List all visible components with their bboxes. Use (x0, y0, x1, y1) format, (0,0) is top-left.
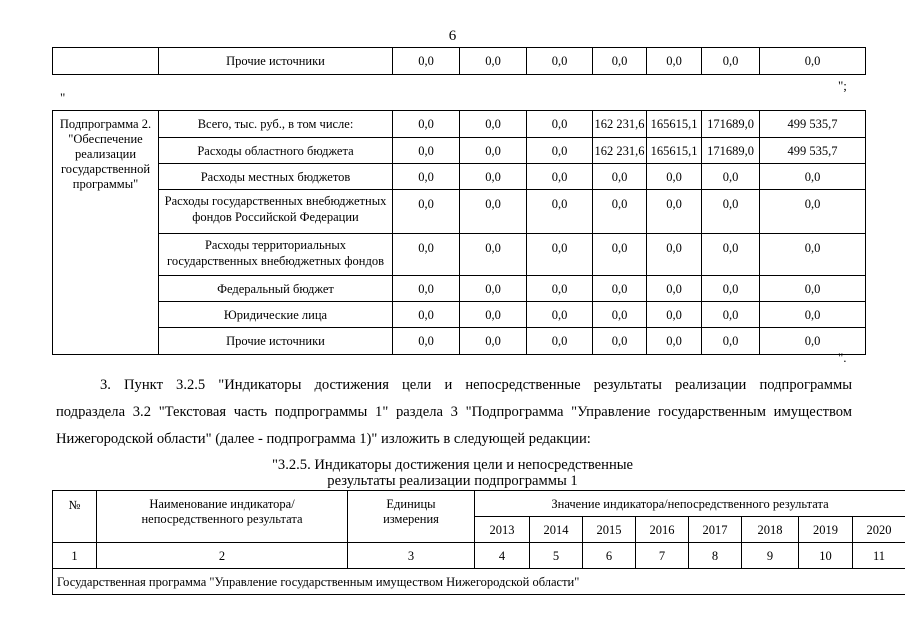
column-number: 7 (636, 543, 689, 569)
cell: 0,0 (647, 302, 702, 328)
cell: 0,0 (593, 302, 647, 328)
cell: 0,0 (527, 138, 593, 164)
cell: 0,0 (760, 190, 866, 234)
closing-quote: ". (838, 350, 847, 365)
cell: 0,0 (527, 302, 593, 328)
section-heading-line-2: результаты реализации подпрограммы 1 (327, 473, 578, 489)
row-label: Федеральный бюджет (159, 276, 393, 302)
subprogram-table (52, 110, 866, 355)
row-label: Расходы областного бюджета (159, 138, 393, 164)
cell: 0,0 (647, 48, 702, 75)
cell: 0,0 (593, 328, 647, 355)
cell: 0,0 (393, 234, 460, 276)
cell: 0,0 (527, 276, 593, 302)
cell: 0,0 (393, 190, 460, 234)
page-number: 6 (448, 28, 457, 44)
year-header: 2013 (475, 517, 530, 543)
cell: 0,0 (593, 48, 647, 75)
row-label: Расходы местных бюджетов (159, 164, 393, 190)
cell: 0,0 (702, 164, 760, 190)
cell: 0,0 (460, 234, 527, 276)
column-number: 4 (475, 543, 530, 569)
column-number: 3 (348, 543, 475, 569)
header-units: Единицы измерения (348, 491, 475, 543)
cell: 0,0 (593, 190, 647, 234)
cell: 0,0 (460, 164, 527, 190)
cell: 0,0 (760, 234, 866, 276)
cell: 0,0 (647, 190, 702, 234)
subprogram-name: Подпрограмма 2. "Обеспечение реализации государственной программы" (53, 111, 159, 355)
cell: 0,0 (702, 302, 760, 328)
cell: 171689,0 (702, 111, 760, 138)
year-header: 2017 (689, 517, 742, 543)
cell: 0,0 (647, 328, 702, 355)
top-table (52, 47, 866, 75)
year-header: 2018 (742, 517, 799, 543)
column-number: 2 (97, 543, 348, 569)
cell: 0,0 (702, 234, 760, 276)
cell: 0,0 (460, 276, 527, 302)
cell: 0,0 (460, 138, 527, 164)
cell: 0,0 (760, 328, 866, 355)
cell: 0,0 (760, 276, 866, 302)
year-header: 2014 (530, 517, 583, 543)
cell: 171689,0 (702, 138, 760, 164)
cell: 0,0 (702, 48, 760, 75)
section-heading-line-1: "3.2.5. Индикаторы достижения цели и непосредственные (271, 457, 634, 473)
row-label: Всего, тыс. руб., в том числе: (159, 111, 393, 138)
cell: 0,0 (393, 111, 460, 138)
cell: 0,0 (393, 48, 460, 75)
cell: 0,0 (760, 48, 866, 75)
paragraph-line-2: подраздела 3.2 "Текстовая часть подпрограммы 1" раздела 3 "Подпрограмма "Управление государственным имуществом (56, 404, 852, 420)
closing-quote: "; (838, 78, 847, 93)
cell: 0,0 (527, 190, 593, 234)
paragraph-line-1: 3. Пункт 3.2.5 "Индикаторы достижения цели и непосредственные результаты реализации подпрограммы (100, 377, 852, 393)
header-number: № (53, 491, 97, 543)
cell: 0,0 (460, 48, 527, 75)
cell: 0,0 (527, 111, 593, 138)
cell: 0,0 (393, 302, 460, 328)
cell: 0,0 (393, 276, 460, 302)
cell: 0,0 (527, 328, 593, 355)
cell: 0,0 (760, 164, 866, 190)
paragraph-line-3: Нижегородской области" (далее - подпрограмма 1)" изложить в следующей редакции: (56, 431, 591, 447)
empty-cell (53, 48, 159, 75)
row-label: Прочие источники (159, 328, 393, 355)
column-number: 10 (799, 543, 853, 569)
cell: 0,0 (647, 234, 702, 276)
column-number: 6 (583, 543, 636, 569)
cell: 0,0 (527, 164, 593, 190)
cell: 0,0 (393, 138, 460, 164)
cell: 0,0 (702, 328, 760, 355)
cell: 0,0 (702, 190, 760, 234)
year-header: 2016 (636, 517, 689, 543)
indicator-table (52, 490, 905, 595)
cell: 162 231,6 (593, 111, 647, 138)
cell: 0,0 (593, 234, 647, 276)
year-header: 2019 (799, 517, 853, 543)
cell: 0,0 (527, 234, 593, 276)
cell: 0,0 (460, 328, 527, 355)
column-number: 9 (742, 543, 799, 569)
column-number: 5 (530, 543, 583, 569)
cell: 0,0 (593, 276, 647, 302)
program-row: Государственная программа "Управление государственным имуществом Нижегородской области" (53, 569, 905, 595)
column-number: 8 (689, 543, 742, 569)
cell: 165615,1 (647, 138, 702, 164)
cell: 0,0 (393, 328, 460, 355)
cell: 499 535,7 (760, 138, 866, 164)
header-indicator-name: Наименование индикатора/непосредственного результата (97, 491, 348, 543)
cell: 0,0 (702, 276, 760, 302)
cell: 0,0 (593, 164, 647, 190)
column-number: 1 (53, 543, 97, 569)
row-label: Расходы территориальных государственных внебюджетных фондов (159, 234, 393, 276)
cell: 0,0 (760, 302, 866, 328)
row-label: Прочие источники (159, 48, 393, 75)
cell: 0,0 (393, 164, 460, 190)
cell: 0,0 (527, 48, 593, 75)
row-label: Юридические лица (159, 302, 393, 328)
cell: 0,0 (647, 164, 702, 190)
cell: 499 535,7 (760, 111, 866, 138)
cell: 162 231,6 (593, 138, 647, 164)
year-header: 2015 (583, 517, 636, 543)
row-label: Расходы государственных внебюджетных фондов Российской Федерации (159, 190, 393, 234)
header-indicator-values: Значение индикатора/непосредственного результата (475, 491, 905, 517)
year-header: 2020 (853, 517, 905, 543)
cell: 0,0 (460, 111, 527, 138)
column-number: 11 (853, 543, 905, 569)
cell: 0,0 (460, 190, 527, 234)
cell: 0,0 (460, 302, 527, 328)
cell: 165615,1 (647, 111, 702, 138)
opening-quote: " (60, 90, 66, 105)
cell: 0,0 (647, 276, 702, 302)
